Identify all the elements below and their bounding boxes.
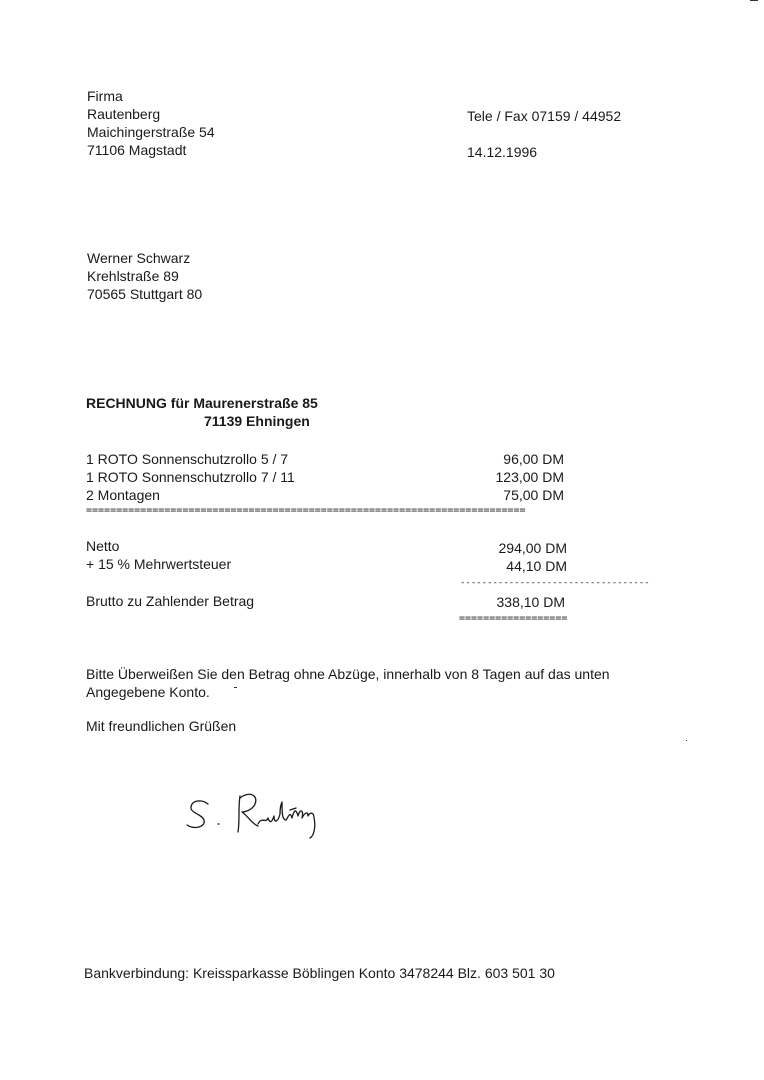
sender-line-4: 71106 Magstadt [87,142,187,158]
scan-speck [750,0,758,1]
item-amount: 96,00 DM [503,451,564,467]
invoice-title-line-1: RECHNUNG für Maurenerstraße 85 [86,395,318,411]
invoice-title [86,394,318,430]
item-description: 2 Montagen [86,487,160,503]
sender-line-2: Rautenberg [87,106,161,122]
item-description: 1 ROTO Sonnenschutzrollo 5 / 7 [86,451,289,467]
double-separator: ========================================================================= [86,505,526,516]
netto-amount: 294,00 DM [498,540,567,556]
greeting-block [86,717,236,735]
total-label-block [86,592,254,610]
vat-amount: 44,10 DM [506,558,567,574]
vat-label: + 15 % Mehrwertsteuer [86,556,232,572]
payment-line-1: Bitte Überweißen Sie den Betrag ohne Abzüge, innerhalb von 8 Tagen auf das unten [86,666,610,682]
item-description: 1 ROTO Sonnenschutzrollo 7 / 11 [86,469,295,485]
item-amount: 123,00 DM [495,469,564,485]
bank-details [84,964,555,982]
contact-info [467,107,621,125]
bank-line: Bankverbindung: Kreissparkasse Böblingen Konto 3478244 Blz. 603 501 30 [84,965,555,981]
brutto-label: Brutto zu Zahlender Betrag [86,593,255,609]
recipient-name: Werner Schwarz [87,250,191,266]
recipient-street: Krehlstraße 89 [87,268,179,284]
payment-line-2: Angegebene Konto. [86,684,210,700]
payment-note [86,665,610,701]
total-separator: ================== [459,613,568,624]
sender-line-3: Maichingerstraße 54 [87,124,215,140]
recipient-address [87,249,202,303]
subtotal-amounts [440,539,567,575]
brutto-amount: 338,10 DM [496,594,565,610]
subtotal-labels [86,537,231,573]
sender-line-1: Firma [87,88,123,104]
signature-image [178,780,338,842]
invoice-title-line-2: 71139 Ehningen [204,413,310,429]
dashed-separator: ----------------------------------- [460,578,650,588]
greeting: Mit freundlichen Grüßen [86,718,237,734]
item-amounts [440,450,564,504]
scan-speck [686,740,687,741]
item-amount: 75,00 DM [503,487,564,503]
recipient-city: 70565 Stuttgart 80 [87,286,203,302]
netto-label: Netto [86,538,120,554]
total-amount-block [440,593,565,611]
phone-fax: Tele / Fax 07159 / 44952 [467,108,622,124]
sender-address [87,87,215,159]
date-block [467,143,537,161]
item-descriptions [86,450,295,504]
scan-speck [234,687,237,688]
invoice-date: 14.12.1996 [467,144,538,160]
